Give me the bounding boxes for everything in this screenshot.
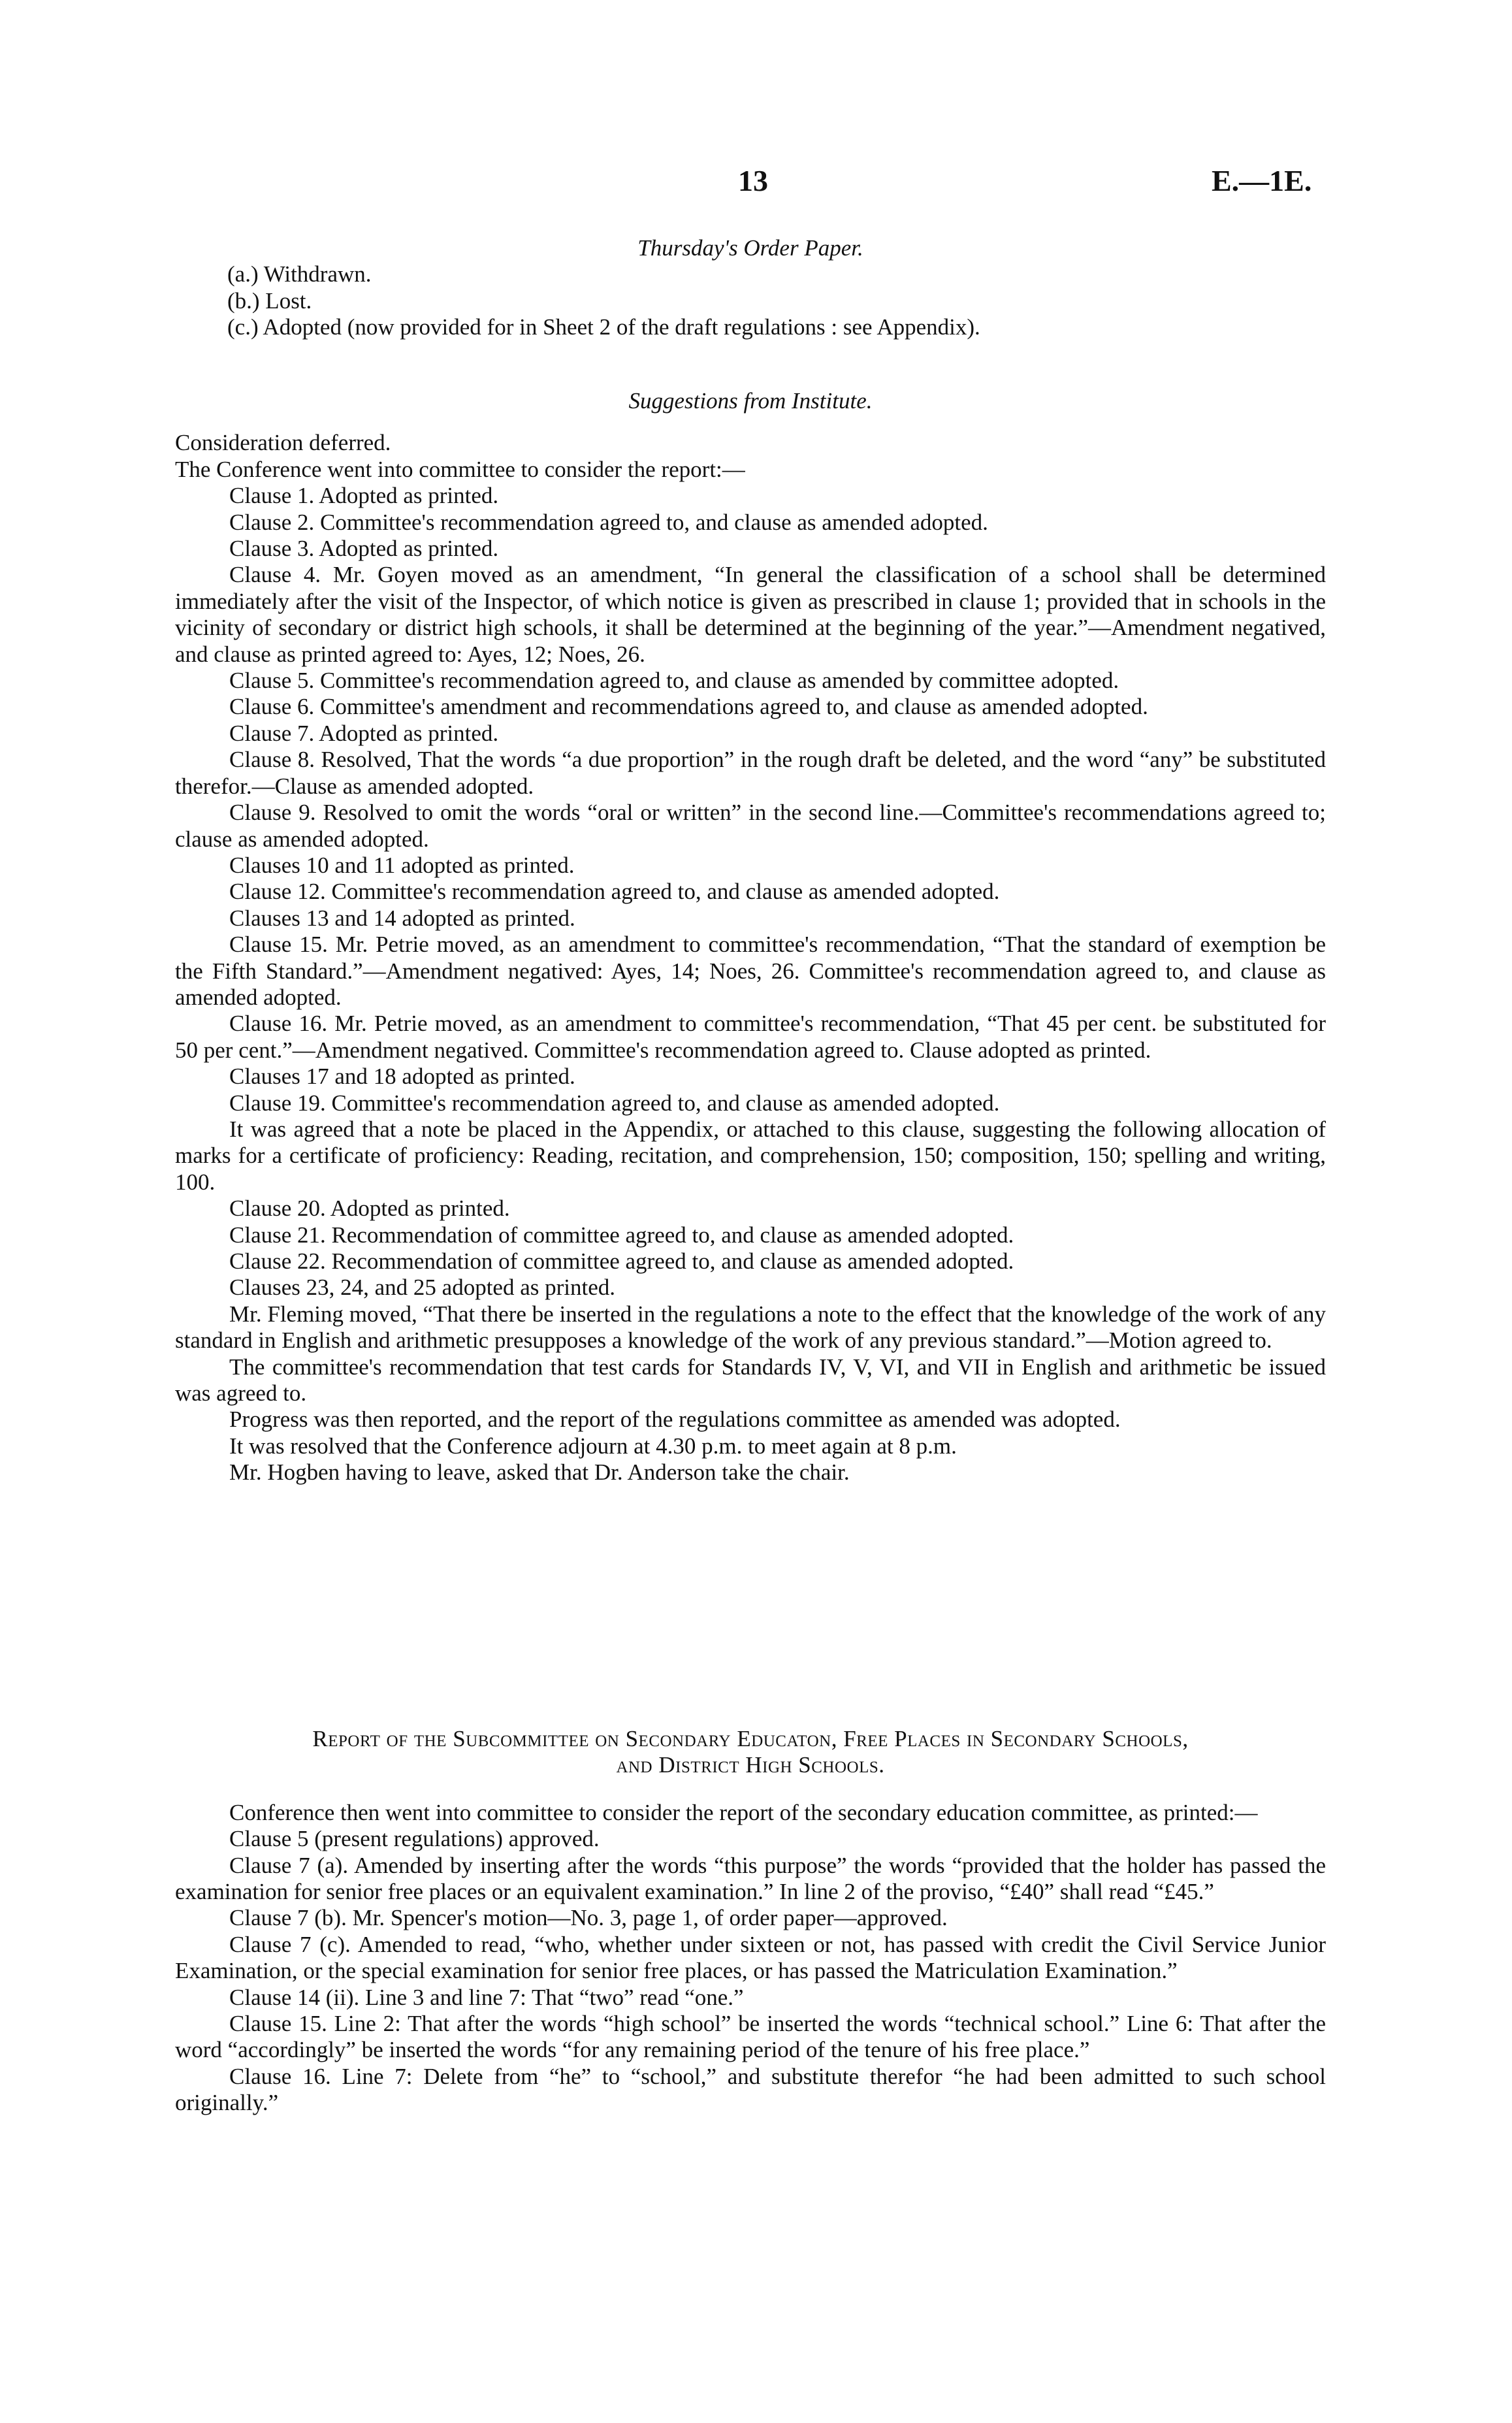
paragraph: Mr. Fleming moved, “That there be inserted in the regulations a note to the effect that the knowledge of the work of any standard in English and arithmetic presupposes a knowledge of the work of any previous standard.”—Motion agreed to. [175,1301,1326,1354]
secondary-body [175,1800,1326,2117]
paragraph: Clause 9. Resolved to omit the words “oral or written” in the second line.—Committee's recommendations agreed to; clause as amended adopted. [175,800,1326,852]
paragraph: Clauses 10 and 11 adopted as printed. [229,852,575,878]
paragraph: Clauses 23, 24, and 25 adopted as printed. [229,1275,616,1301]
paragraph: It was resolved that the Conference adjourn at 4.30 p.m. to meet again at 8 p.m. [229,1433,957,1459]
paragraph: Conference then went into committee to consider the report of the secondary education committee, as printed:— [229,1799,1258,1825]
paragraph: Clause 21. Recommendation of committee agreed to, and clause as amended adopted. [229,1222,1014,1248]
paragraph: Clauses 17 and 18 adopted as printed. [229,1064,575,1090]
paragraph: Clause 16. Mr. Petrie moved, as an amendment to committee's recommendation, “That 45 per cent. be substituted for 50 per cent.”—Amendment negatived. Committee's recommendation agreed to. Clause adopted as printed. [175,1011,1326,1063]
paragraph: Clause 8. Resolved, That the words “a due proportion” in the rough draft be deleted, and the word “any” be substituted therefor.—Clause as amended adopted. [175,747,1326,799]
section-heading: Thursday's Order Paper. [637,235,863,261]
paragraph: The Conference went into committee to consider the report:— [175,456,745,482]
paragraph: Clause 22. Recommendation of committee agreed to, and clause as amended adopted. [229,1248,1014,1274]
section-heading-continued: and District High Schools. [616,1752,885,1778]
section-heading: Suggestions from Institute. [628,388,873,414]
paragraph: Clause 15. Mr. Petrie moved, as an amendment to committee's recommendation, “That the standard of exemption be the Fifth Standard.”—Amendment negatived: Ayes, 14; Noes, 26. Committee's recommendation agreed to, and clause as amended adopted. [175,932,1326,1010]
order-paper-list [175,261,1326,340]
paragraph: Clause 20. Adopted as printed. [229,1195,510,1222]
order-paper-section [175,235,1326,341]
paragraph: The committee's recommendation that test cards for Standards IV, V, VI, and VII in English and arithmetic be issued was agreed to. [175,1354,1326,1407]
institute-body [175,430,1326,1486]
paragraph: Clauses 13 and 14 adopted as printed. [229,905,575,931]
paragraph: Clause 14 (ii). Line 3 and line 7: That “two” read “one.” [229,1984,744,2010]
list-item: (c.) Adopted (now provided for in Sheet 2 of the draft regulations : see Appendix). [227,314,980,340]
paragraph: Clause 5. Committee's recommendation agreed to, and clause as amended by committee adopted. [229,668,1119,694]
paragraph: Clause 16. Line 7: Delete from “he” to “school,” and substitute therefor “he had been admitted to such school originally.” [175,2063,1326,2116]
paragraph: Clause 19. Committee's recommendation agreed to, and clause as amended adopted. [229,1090,1000,1116]
document-reference: E.—1E. [1212,164,1312,197]
paragraph: Clause 5 (present regulations) approved. [229,1826,600,1852]
paragraph: Progress was then reported, and the report of the regulations committee as amended was adopted. [229,1407,1121,1433]
institute-section [175,388,1326,1486]
paragraph: Clause 2. Committee's recommendation agreed to, and clause as amended adopted. [229,509,988,535]
list-item: (a.) Withdrawn. [227,261,372,287]
paragraph: Clause 7. Adopted as printed. [229,720,499,746]
paragraph: Clause 15. Line 2: That after the words “high school” be inserted the words “technical school.” Line 6: That after the word “accordingly” be inserted the words “for any remaining period of the tenure of his free place.” [175,2011,1326,2063]
paragraph: Clause 7 (c). Amended to read, “who, whether under sixteen or not, has passed with credit the Civil Service Junior Examination, or the special examination for senior free places, or has passed the Matriculation Examination.” [175,1931,1326,1984]
section-heading: Report of the Subcommittee on Secondary Educaton, Free Places in Secondary Schools, [312,1726,1189,1751]
paragraph: Clause 7 (a). Amended by inserting after the words “this purpose” the words “provided that the holder has passed the examination for senior free places or an equivalent examination.” In line 2 of the proviso, “£40” shall read “£45.” [175,1852,1326,1905]
secondary-section [175,1726,1326,2117]
paragraph: Clause 3. Adopted as printed. [229,536,499,562]
paragraph: Consideration deferred. [175,430,391,456]
list-item: (b.) Lost. [227,287,312,314]
paragraph: It was agreed that a note be placed in the Appendix, or attached to this clause, suggesting the following allocation of marks for a certificate of proficiency: Reading, recitation, and comprehension, 150; composition, 150; spelling and writing, 100. [175,1116,1326,1195]
paragraph: Clause 7 (b). Mr. Spencer's motion—No. 3, page 1, of order paper—approved. [229,1905,948,1931]
paragraph: Mr. Hogben having to leave, asked that Dr. Anderson take the chair. [229,1459,850,1486]
page-number: 13 [738,164,768,197]
paragraph: Clause 12. Committee's recommendation agreed to, and clause as amended adopted. [229,879,1000,905]
paragraph: Clause 6. Committee's amendment and recommendations agreed to, and clause as amended adopted. [229,694,1148,720]
paragraph: Clause 1. Adopted as printed. [229,483,499,509]
paragraph: Clause 4. Mr. Goyen moved as an amendment, “In general the classification of a school shall be determined immediately after the visit of the Inspector, of which notice is given as prescribed in clause 1; provided that in schools in the vicinity of secondary or district high schools, it shall be determined at the beginning of the year.”—Amendment negatived, and clause as printed agreed to: Ayes, 12; Noes, 26. [175,562,1326,667]
